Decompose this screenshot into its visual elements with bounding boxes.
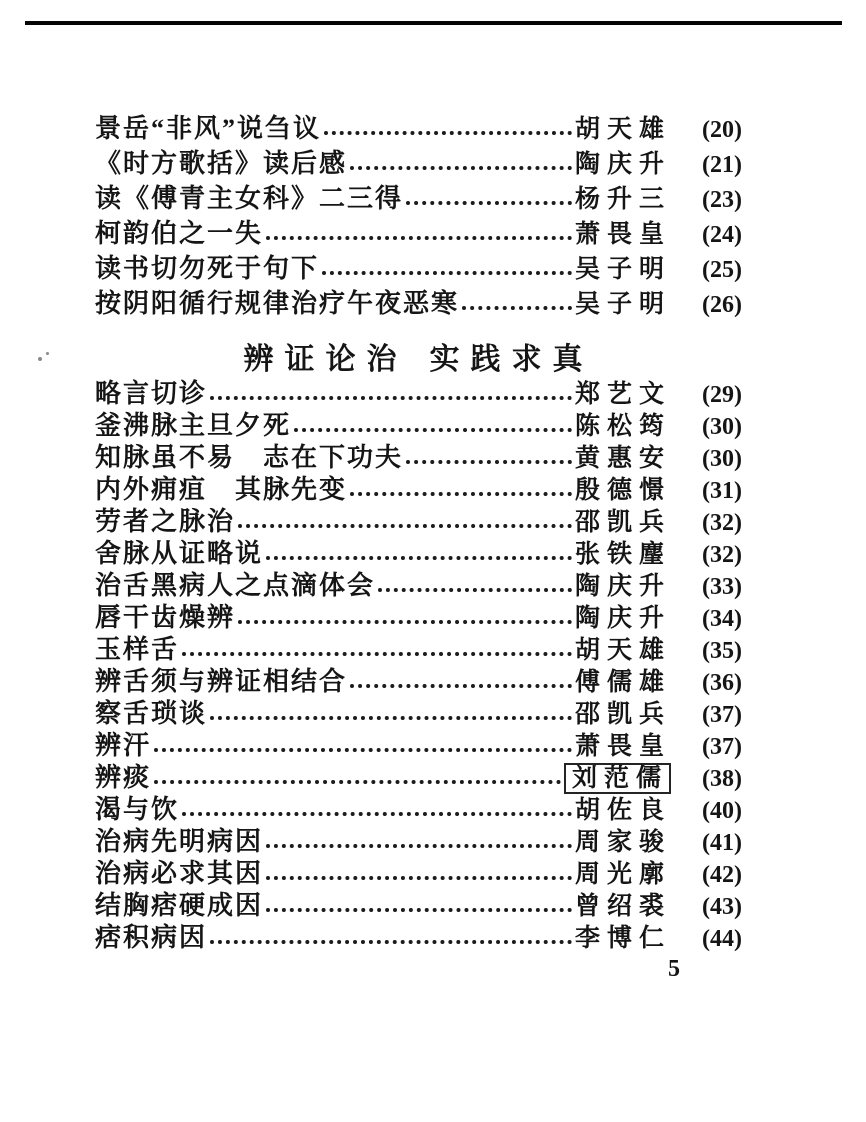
entry-author: 殷德憬 xyxy=(574,477,671,504)
entry-author: 陶庆升 xyxy=(574,605,671,632)
toc-row xyxy=(95,696,742,728)
toc-row xyxy=(95,888,742,920)
toc-row xyxy=(95,248,742,283)
entry-page-number: (30) xyxy=(702,445,742,472)
toc-row xyxy=(95,143,742,178)
entry-page-number: (30) xyxy=(702,413,742,440)
toc-row xyxy=(95,283,742,318)
toc-row xyxy=(95,920,742,952)
entry-title: 舍脉从证略说 xyxy=(95,538,264,568)
entry-title: 玉样舌 xyxy=(95,634,180,664)
toc-row xyxy=(95,600,742,632)
entry-page-number: (42) xyxy=(702,861,742,888)
entry-title: 辨痰 xyxy=(95,762,152,792)
toc-row xyxy=(95,504,742,536)
entry-page-number: (32) xyxy=(702,541,742,568)
entry-author: 张铁麈 xyxy=(574,541,671,568)
entry-author: 邵凯兵 xyxy=(574,701,671,728)
entry-title: 《时方歌括》读后感 xyxy=(95,148,348,178)
dot-leader xyxy=(238,620,572,624)
entry-author: 胡天雄 xyxy=(574,116,671,143)
toc-row xyxy=(95,440,742,472)
toc-row xyxy=(95,792,742,824)
entry-page-number: (38) xyxy=(702,765,742,792)
entry-author: 邵凯兵 xyxy=(574,509,671,536)
dot-leader xyxy=(266,236,572,240)
entry-title: 读书切勿死于句下 xyxy=(95,253,320,283)
entry-author: 黄惠安 xyxy=(574,445,671,472)
toc-row xyxy=(95,376,742,408)
entry-title: 柯韵伯之一失 xyxy=(95,218,264,248)
entry-author: 陈松筠 xyxy=(574,413,671,440)
dot-leader xyxy=(210,396,572,400)
entry-title: 辨汗 xyxy=(95,730,152,760)
entry-author: 萧畏皇 xyxy=(574,733,671,760)
dot-leader xyxy=(350,166,572,170)
entry-page-number: (24) xyxy=(702,221,742,248)
entry-author: 曾绍裘 xyxy=(574,893,671,920)
toc-row xyxy=(95,824,742,856)
toc-row xyxy=(95,213,742,248)
dot-leader xyxy=(266,556,572,560)
entry-author: 傅儒雄 xyxy=(574,669,671,696)
entry-title: 治病必求其因 xyxy=(95,858,264,888)
dot-leader xyxy=(182,812,572,816)
toc-row xyxy=(95,632,742,664)
dot-leader xyxy=(154,780,561,784)
entry-title: 痞积病因 xyxy=(95,922,208,952)
entry-page-number: (35) xyxy=(702,637,742,664)
entry-author: 吴子明 xyxy=(574,291,671,318)
entry-page-number: (21) xyxy=(702,151,742,178)
entry-title: 结胸痞硬成因 xyxy=(95,890,264,920)
entry-page-number: (34) xyxy=(702,605,742,632)
toc-row xyxy=(95,760,742,792)
dot-leader xyxy=(210,716,572,720)
toc-row xyxy=(95,472,742,504)
dot-leader xyxy=(322,271,572,275)
entry-page-number: (40) xyxy=(702,797,742,824)
toc-top-section xyxy=(95,108,742,318)
entry-author: 陶庆升 xyxy=(574,573,671,600)
entry-page-number: (41) xyxy=(702,829,742,856)
dot-leader xyxy=(350,684,572,688)
entry-title: 釜沸脉主旦夕死 xyxy=(95,410,292,440)
dot-leader xyxy=(350,492,572,496)
entry-title: 劳者之脉治 xyxy=(95,506,236,536)
section-heading-part2: 实践求真 xyxy=(429,343,594,376)
toc-row xyxy=(95,108,742,143)
dot-leader xyxy=(238,524,572,528)
entry-title: 唇干齿燥辨 xyxy=(95,602,236,632)
dot-leader xyxy=(294,428,572,432)
toc-row xyxy=(95,664,742,696)
toc-row xyxy=(95,178,742,213)
entry-title: 察舌琐谈 xyxy=(95,698,208,728)
entry-author: 周家骏 xyxy=(574,829,671,856)
entry-author: 胡佐良 xyxy=(574,797,671,824)
entry-page-number: (43) xyxy=(702,893,742,920)
entry-page-number: (29) xyxy=(702,381,742,408)
entry-author: 李博仁 xyxy=(574,925,671,952)
dot-leader xyxy=(266,876,572,880)
entry-page-number: (32) xyxy=(702,509,742,536)
entry-author: 胡天雄 xyxy=(574,637,671,664)
entry-title: 景岳“非风”说刍议 xyxy=(95,113,322,143)
entry-title: 辨舌须与辨证相结合 xyxy=(95,666,348,696)
entry-title: 按阴阳循行规律治疗午夜恶寒 xyxy=(95,288,460,318)
folio-page-number: 5 xyxy=(668,956,680,982)
dot-leader xyxy=(324,131,572,135)
entry-title: 渴与饮 xyxy=(95,794,180,824)
dot-leader xyxy=(154,748,572,752)
toc-row xyxy=(95,856,742,888)
entry-page-number: (33) xyxy=(702,573,742,600)
toc-row xyxy=(95,408,742,440)
dot-leader xyxy=(266,844,572,848)
entry-page-number: (36) xyxy=(702,669,742,696)
entry-author: 萧畏皇 xyxy=(574,221,671,248)
entry-author: 吴子明 xyxy=(574,256,671,283)
dot-leader xyxy=(182,652,572,656)
entry-page-number: (20) xyxy=(702,116,742,143)
entry-page-number: (25) xyxy=(702,256,742,283)
toc-main-section xyxy=(95,376,742,952)
entry-title: 读《傅青主女科》二三得 xyxy=(95,183,404,213)
table-of-contents xyxy=(95,0,742,983)
section-heading-part1: 辨证论治 xyxy=(243,343,408,376)
entry-page-number: (37) xyxy=(702,733,742,760)
entry-title: 治舌黑病人之点滴体会 xyxy=(95,570,376,600)
entry-title: 略言切诊 xyxy=(95,378,208,408)
entry-page-number: (26) xyxy=(702,291,742,318)
dot-leader xyxy=(266,908,572,912)
toc-row xyxy=(95,728,742,760)
entry-title: 知脉虽不易 志在下功夫 xyxy=(95,442,404,472)
section-heading xyxy=(95,336,742,376)
entry-author: 周光廓 xyxy=(574,861,671,888)
entry-page-number: (37) xyxy=(702,701,742,728)
ink-speck xyxy=(38,352,52,362)
entry-author: 陶庆升 xyxy=(574,151,671,178)
entry-title: 治病先明病因 xyxy=(95,826,264,856)
toc-row xyxy=(95,536,742,568)
dot-leader xyxy=(406,201,572,205)
dot-leader xyxy=(406,460,572,464)
dot-leader xyxy=(210,940,572,944)
entry-author: 杨升三 xyxy=(574,186,671,213)
entry-author-boxed: 刘范儒 xyxy=(564,763,671,794)
dot-leader xyxy=(462,306,572,310)
entry-title: 内外痈疽 其脉先变 xyxy=(95,474,348,504)
entry-page-number: (31) xyxy=(702,477,742,504)
dot-leader xyxy=(378,588,572,592)
entry-page-number: (23) xyxy=(702,186,742,213)
toc-row xyxy=(95,568,742,600)
entry-author: 郑艺文 xyxy=(574,381,671,408)
entry-page-number: (44) xyxy=(702,925,742,952)
